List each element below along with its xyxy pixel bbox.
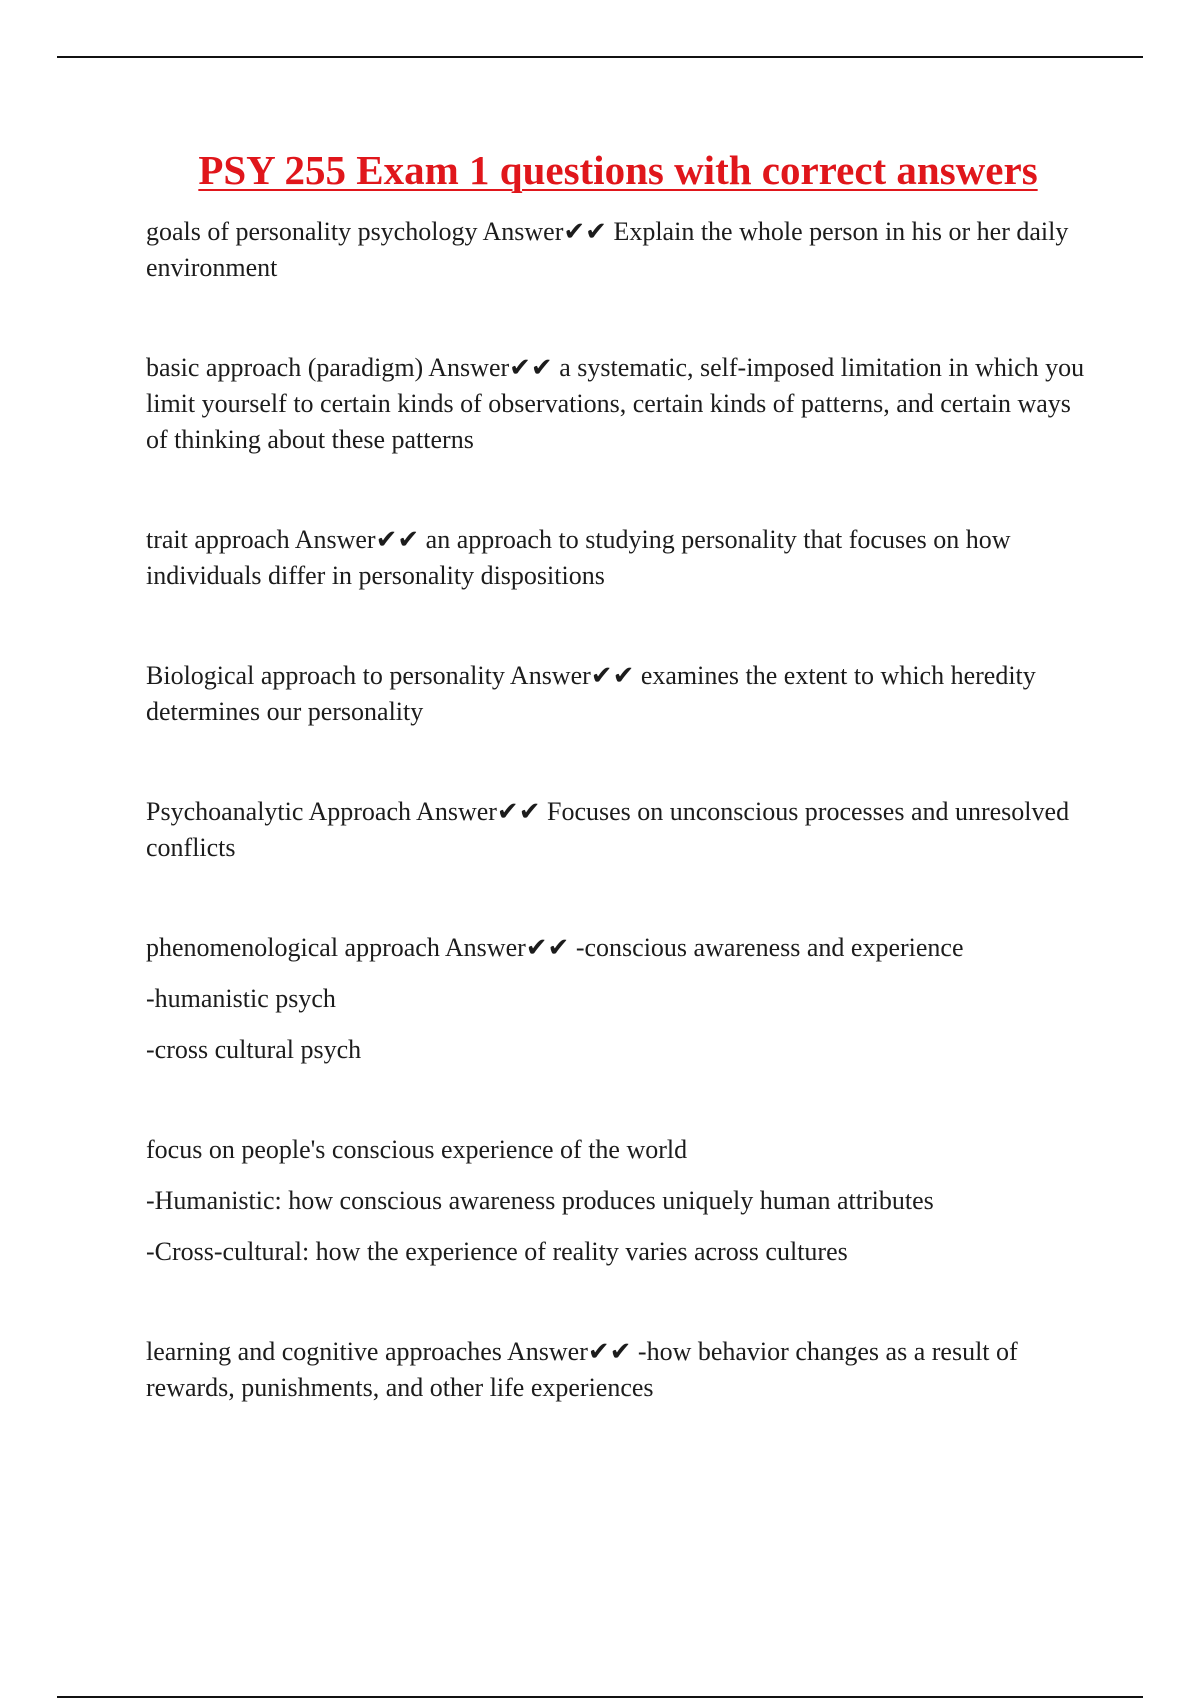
- qa-subline: -Cross-cultural: how the experience of reality varies across cultures: [146, 1237, 848, 1266]
- qa-text: goals of personality psychology Answer✔✔ Explain the whole person in his or her daily environment: [146, 217, 1069, 282]
- qa-entry: [146, 1132, 1096, 1270]
- qa-text: focus on people's conscious experience of the world: [146, 1135, 688, 1164]
- qa-subline: -humanistic psych: [146, 984, 336, 1013]
- top-rule: [57, 56, 1143, 58]
- bottom-rule: [57, 1696, 1143, 1698]
- qa-text: Psychoanalytic Approach Answer✔✔ Focuses on unconscious processes and unresolved conflicts: [146, 797, 1070, 862]
- qa-text: learning and cognitive approaches Answer✔✔ -how behavior changes as a result of rewards, punishments, and other life experiences: [146, 1337, 1018, 1402]
- qa-text: basic approach (paradigm) Answer✔✔ a systematic, self-imposed limitation in which you limit yourself to certain kinds of observations, certain kinds of patterns, and certain ways of thinking about these patterns: [146, 353, 1085, 454]
- qa-entry: [146, 214, 1096, 286]
- qa-text: Biological approach to personality Answer✔✔ examines the extent to which heredity determines our personality: [146, 661, 1036, 726]
- qa-entry: [146, 930, 1096, 1068]
- qa-text: trait approach Answer✔✔ an approach to studying personality that focuses on how individuals differ in personality dispositions: [146, 525, 1011, 590]
- qa-entry: [146, 1334, 1096, 1406]
- qa-entry: [146, 794, 1096, 866]
- qa-subline: -cross cultural psych: [146, 1035, 362, 1064]
- qa-text: phenomenological approach Answer✔✔ -conscious awareness and experience: [146, 933, 964, 962]
- qa-list: [146, 214, 1096, 1406]
- qa-entry: [146, 350, 1096, 458]
- qa-entry: [146, 658, 1096, 730]
- qa-subline: -Humanistic: how conscious awareness produces uniquely human attributes: [146, 1186, 934, 1215]
- page-title: PSY 255 Exam 1 questions with correct answers: [198, 147, 1038, 193]
- qa-entry: [146, 522, 1096, 594]
